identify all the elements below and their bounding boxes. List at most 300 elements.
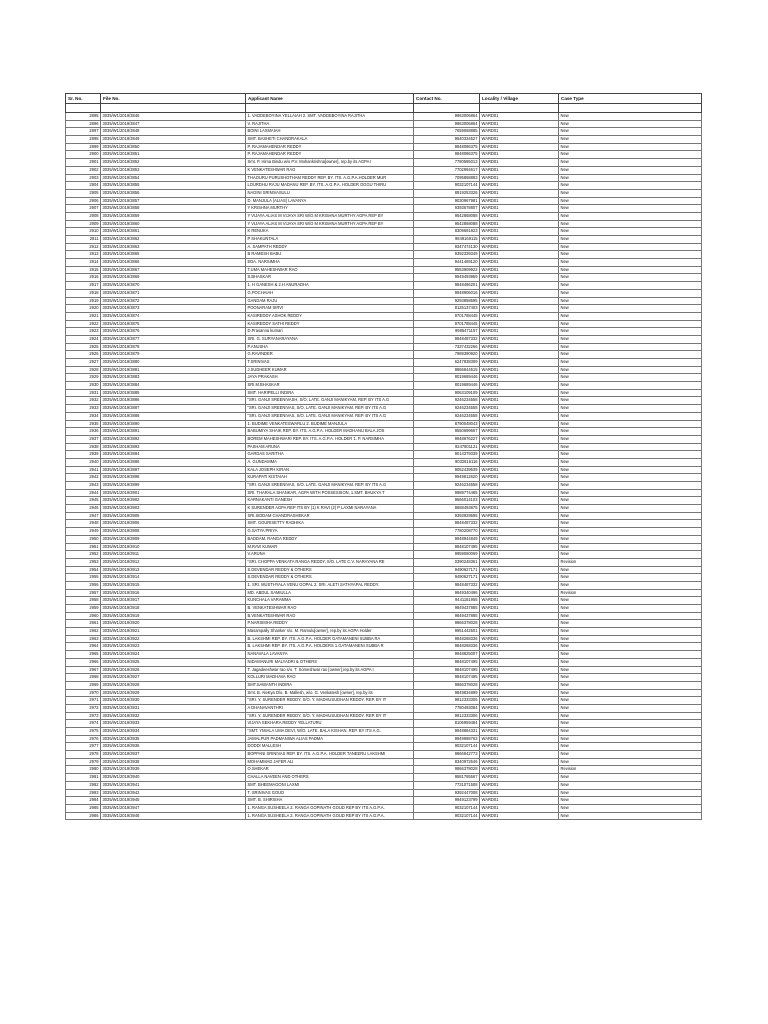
cell-applicant-name: 1. RANGA SUSHEELA 2. RANGA GOPINATH GOUD REP BY ITS A.G.P.A.: [246, 804, 414, 812]
cell-sr-no: 2912: [66, 243, 101, 251]
cell-contact-no: 9550699667: [414, 428, 480, 436]
cell-case-type: New: [559, 789, 702, 797]
cell-file-no: 3035/W1/2019/3858: [101, 205, 246, 213]
table-row: [66, 236, 702, 244]
cell-applicant-name: V. RAJITHA: [246, 120, 414, 128]
cell-sr-no: 2951: [66, 543, 101, 551]
cell-sr-no: 2977: [66, 743, 101, 751]
cell-file-no: 3035/W1/2019/3918: [101, 605, 246, 613]
cell-applicant-name: Y VIJAYA ALIAS M VIJAYA SRI W/O M KRISHNA MURTHY AGPA REP BY: [246, 220, 414, 228]
cell-file-no: 3035/W1/2019/3871: [101, 289, 246, 297]
cell-applicant-name: "SRI. Y. SURENDER REDDY, S/O. Y. MADHUSUDHAN REDDY. REP. BY IT: [246, 697, 414, 705]
cell-case-type: New: [559, 635, 702, 643]
cell-file-no: 3035/W1/2019/3912: [101, 558, 246, 566]
cell-locality: WARD01: [480, 205, 559, 213]
table-row: [66, 543, 702, 551]
cell-case-type: New: [559, 428, 702, 436]
cell-case-type: New: [559, 712, 702, 720]
cell-sr-no: 2906: [66, 197, 101, 205]
cell-case-type: New: [559, 797, 702, 805]
cell-locality: WARD01: [480, 236, 559, 244]
cell-locality: WARD01: [480, 159, 559, 167]
cell-contact-no: 8919253326: [414, 189, 480, 197]
cell-sr-no: 2928: [66, 366, 101, 374]
cell-sr-no: 2958: [66, 597, 101, 605]
table-row: [66, 812, 702, 820]
table-row: [66, 120, 702, 128]
cell-sr-no: 2940: [66, 458, 101, 466]
cell-contact-no: 9032107144: [414, 812, 480, 820]
cell-locality: WARD01: [480, 574, 559, 582]
cell-sr-no: 2939: [66, 451, 101, 459]
cell-contact-no: 7780208770: [414, 528, 480, 536]
cell-locality: WARD01: [480, 681, 559, 689]
cell-case-type: New: [559, 566, 702, 574]
cell-applicant-name: MOHAMMAD JAFER ALI: [246, 758, 414, 766]
cell-case-type: New: [559, 251, 702, 259]
cell-locality: WARD01: [480, 220, 559, 228]
cell-case-type: New: [559, 497, 702, 505]
cell-applicant-name: SMT. GOURISETTY RADHIKA: [246, 520, 414, 528]
cell-case-type: New: [559, 382, 702, 390]
cell-locality: WARD01: [480, 189, 559, 197]
cell-file-no: 3035/W1/2019/3939: [101, 766, 246, 774]
table-row: [66, 305, 702, 313]
cell-locality: WARD01: [480, 343, 559, 351]
cell-locality: WARD01: [480, 113, 559, 121]
cell-contact-no: 8309691823: [414, 228, 480, 236]
cell-sr-no: 2914: [66, 259, 101, 267]
cell-file-no: 3035/W1/2019/3867: [101, 266, 246, 274]
cell-locality: WARD01: [480, 720, 559, 728]
cell-case-type: New: [559, 728, 702, 736]
cell-case-type: New: [559, 297, 702, 305]
cell-case-type: Revision: [559, 766, 702, 774]
cell-contact-no: 9490627171: [414, 574, 480, 582]
cell-case-type: New: [559, 466, 702, 474]
cell-applicant-name: BABUMIYA SHAIK REP. BY. ITS. A.G.P.A. HOLDER MADHANU BALA JOS: [246, 428, 414, 436]
cell-locality: WARD01: [480, 197, 559, 205]
cell-applicant-name: B. LAKSHMI REP. BY. ITS. A.G.P.A. HOLDERS 1.GATAMANENI SUBBA R: [246, 643, 414, 651]
cell-applicant-name: "SRI. CHOPPA VENKATA RANGA REDDY, S/O. LATE C.V. NARAYANA RE: [246, 558, 414, 566]
cell-locality: WARD01: [480, 243, 559, 251]
cell-file-no: 3035/W1/2019/3851: [101, 151, 246, 159]
cell-sr-no: 2898: [66, 136, 101, 144]
cell-case-type: New: [559, 359, 702, 367]
cell-sr-no: 2919: [66, 297, 101, 305]
cell-case-type: New: [559, 159, 702, 167]
cell-file-no: 3035/W1/2019/3926: [101, 666, 246, 674]
table-row: [66, 804, 702, 812]
cell-contact-no: 9392447008: [414, 789, 480, 797]
cell-applicant-name: "SRI. GANJI SREENIVAS, S/O. LATE. GANJI MANIKYAM. REP. BY ITS A.G: [246, 412, 414, 420]
cell-file-no: 3035/W1/2019/3934: [101, 728, 246, 736]
cell-contact-no: 9393678807: [414, 205, 480, 213]
cell-sr-no: 2984: [66, 797, 101, 805]
cell-contact-no: 9246234558: [414, 397, 480, 405]
cell-contact-no: 9866842773: [414, 751, 480, 759]
cell-file-no: 3035/W1/2019/3909: [101, 535, 246, 543]
cell-applicant-name: THAOURU PURUSHOTHAM REDDY REP. BY. ITS. A.G.P.A.HOLDER MUR: [246, 174, 414, 182]
cell-contact-no: 7780493084: [414, 704, 480, 712]
table-row: [66, 720, 702, 728]
cell-case-type: New: [559, 182, 702, 190]
cell-applicant-name: EDA. NARSIMHA: [246, 259, 414, 267]
cell-applicant-name: Smt. P. Hima Bindu w/o P.V. Mohankrishna[owner], rep.by its AGPA I: [246, 159, 414, 167]
cell-contact-no: 7989390920: [414, 351, 480, 359]
cell-file-no: 3035/W1/2019/3893: [101, 443, 246, 451]
cell-locality: WARD01: [480, 743, 559, 751]
cell-applicant-name: "SRI. GANJI SREENIVAS, S/O. LATE. GANJI MANIKYAM. REP. BY ITS A.G: [246, 482, 414, 490]
cell-locality: WARD01: [480, 605, 559, 613]
cell-locality: WARD01: [480, 274, 559, 282]
cell-sr-no: 2985: [66, 804, 101, 812]
cell-file-no: 3035/W1/2019/3862: [101, 236, 246, 244]
cell-case-type: New: [559, 374, 702, 382]
cell-applicant-name: D.Prasanna kumari: [246, 328, 414, 336]
cell-sr-no: 2938: [66, 443, 101, 451]
cell-sr-no: 2908: [66, 212, 101, 220]
cell-locality: WARD01: [480, 335, 559, 343]
cell-case-type: New: [559, 351, 702, 359]
cell-contact-no: 9246234558: [414, 412, 480, 420]
cell-applicant-name: K VENKATESHWAR RAO: [246, 166, 414, 174]
table-row: [66, 574, 702, 582]
cell-contact-no: 8125137403: [414, 305, 480, 313]
cell-locality: WARD01: [480, 620, 559, 628]
table-row: [66, 558, 702, 566]
table-row: [66, 382, 702, 390]
cell-file-no: 3035/W1/2019/3921: [101, 628, 246, 636]
table-row: [66, 674, 702, 682]
table-row: [66, 704, 702, 712]
table-row: [66, 136, 702, 144]
cell-file-no: 3035/W1/2019/3897: [101, 466, 246, 474]
cell-contact-no: 9848487332: [414, 520, 480, 528]
table-row: [66, 712, 702, 720]
cell-sr-no: 2937: [66, 435, 101, 443]
cell-applicant-name: D. MANJULA (ALIAS) LAVANYA: [246, 197, 414, 205]
cell-locality: WARD01: [480, 551, 559, 559]
cell-applicant-name: "SRI. GANJI SREENIVAS, S/O. LATE. GANJI MANIKYAM. REP. BY ITS A.G: [246, 405, 414, 413]
cell-locality: WARD01: [480, 297, 559, 305]
cell-contact-no: 9014379339: [414, 451, 480, 459]
cell-contact-no: 9393929595: [414, 512, 480, 520]
table-row: [66, 566, 702, 574]
cell-sr-no: 2960: [66, 612, 101, 620]
table-row: [66, 474, 702, 482]
table-row: [66, 681, 702, 689]
table-row: [66, 458, 702, 466]
cell-sr-no: 2911: [66, 236, 101, 244]
table-row: [66, 335, 702, 343]
table-row: [66, 666, 702, 674]
cell-file-no: 3035/W1/2019/3924: [101, 651, 246, 659]
cell-sr-no: 2971: [66, 697, 101, 705]
cell-sr-no: 2967: [66, 666, 101, 674]
cell-applicant-name: BOREM MAHESHWARI REP. BY. ITS. A.G.P.A. HOLDER 1. P. NARSIMHA: [246, 435, 414, 443]
cell-case-type: New: [559, 320, 702, 328]
cell-applicant-name: NAGINI SRINIVASULU: [246, 189, 414, 197]
cell-locality: WARD01: [480, 428, 559, 436]
cell-case-type: New: [559, 697, 702, 705]
cell-applicant-name: SMT. HARIPELLI INDIRA: [246, 389, 414, 397]
cell-sr-no: 2946: [66, 505, 101, 513]
cell-case-type: New: [559, 597, 702, 605]
table-row: [66, 266, 702, 274]
cell-sr-no: 2944: [66, 489, 101, 497]
cell-case-type: New: [559, 574, 702, 582]
cell-applicant-name: LOURDHU RAJU MADANU REP. BY. ITS. A.G.P.A. HOLDER OGGU THIRU: [246, 182, 414, 190]
table-row: [66, 189, 702, 197]
cell-file-no: 3035/W1/2019/3931: [101, 704, 246, 712]
cell-file-no: 3035/W1/2019/3888: [101, 412, 246, 420]
cell-contact-no: 8790048043: [414, 420, 480, 428]
table-row: [66, 589, 702, 597]
cell-applicant-name: POONARAM SIRVI: [246, 305, 414, 313]
table-row: [66, 628, 702, 636]
cell-file-no: 3035/W1/2019/3885: [101, 389, 246, 397]
table-header: [66, 94, 702, 104]
cell-file-no: 3035/W1/2019/3887: [101, 405, 246, 413]
cell-sr-no: 2936: [66, 428, 101, 436]
cell-contact-no: 9848268336: [414, 643, 480, 651]
cell-sr-no: 2924: [66, 335, 101, 343]
cell-file-no: 3035/W1/2019/3911: [101, 551, 246, 559]
cell-contact-no: 9030967981: [414, 197, 480, 205]
cell-case-type: New: [559, 412, 702, 420]
table-row: [66, 159, 702, 167]
cell-case-type: New: [559, 328, 702, 336]
cell-sr-no: 2897: [66, 128, 101, 136]
cell-locality: WARD01: [480, 689, 559, 697]
cell-contact-no: 9293858595: [414, 297, 480, 305]
cell-file-no: 3035/W1/2019/3933: [101, 720, 246, 728]
cell-applicant-name: CHALLA NAVEEN AND OTHERS: [246, 774, 414, 782]
cell-sr-no: 2965: [66, 651, 101, 659]
cell-contact-no: 9392339349: [414, 251, 480, 259]
cell-contact-no: 0390248361: [414, 558, 480, 566]
cell-locality: WARD01: [480, 543, 559, 551]
cell-locality: WARD01: [480, 451, 559, 459]
table-row: [66, 212, 702, 220]
cell-locality: WARD01: [480, 735, 559, 743]
cell-locality: WARD01: [480, 289, 559, 297]
cell-case-type: New: [559, 282, 702, 290]
cell-contact-no: 8019689446: [414, 374, 480, 382]
cell-sr-no: 2932: [66, 397, 101, 405]
table-row: [66, 182, 702, 190]
cell-locality: WARD01: [480, 658, 559, 666]
cell-case-type: New: [559, 512, 702, 520]
cell-file-no: 3035/W1/2019/3880: [101, 359, 246, 367]
cell-applicant-name: P. RAJAMAHENDAR REDDY: [246, 143, 414, 151]
cell-case-type: New: [559, 689, 702, 697]
cell-case-type: New: [559, 666, 702, 674]
table-row: [66, 697, 702, 705]
cell-contact-no: 9640334527: [414, 136, 480, 144]
cell-file-no: 3035/W1/2019/3937: [101, 751, 246, 759]
cell-locality: WARD01: [480, 174, 559, 182]
cell-file-no: 3035/W1/2019/3930: [101, 697, 246, 705]
cell-locality: WARD01: [480, 797, 559, 805]
table-row: [66, 282, 702, 290]
cell-locality: WARD01: [480, 520, 559, 528]
cell-case-type: New: [559, 474, 702, 482]
cell-locality: WARD01: [480, 489, 559, 497]
cell-sr-no: 2969: [66, 681, 101, 689]
cell-contact-no: 9032107144: [414, 743, 480, 751]
cell-locality: WARD01: [480, 282, 559, 290]
cell-sr-no: 2900: [66, 151, 101, 159]
cell-case-type: New: [559, 505, 702, 513]
cell-contact-no: 9247801121: [414, 443, 480, 451]
table-row: [66, 489, 702, 497]
cell-file-no: 3035/W1/2019/3898: [101, 474, 246, 482]
cell-file-no: 3035/W1/2019/3940: [101, 774, 246, 782]
cell-sr-no: 2948: [66, 520, 101, 528]
cell-file-no: 3035/W1/2019/3945: [101, 797, 246, 805]
cell-file-no: 3035/W1/2019/3927: [101, 674, 246, 682]
cell-file-no: 3035/W1/2019/3902: [101, 497, 246, 505]
cell-case-type: New: [559, 551, 702, 559]
cell-sr-no: 2933: [66, 405, 101, 413]
table-row: [66, 366, 702, 374]
cell-applicant-name: JAMALPUR PADMANIWA ALIAS PADMA: [246, 735, 414, 743]
cell-sr-no: 2962: [66, 628, 101, 636]
cell-file-no: 3035/W1/2019/3923: [101, 643, 246, 651]
table-row: [66, 497, 702, 505]
header-sr-no: Sr. No.: [66, 94, 101, 104]
cell-contact-no: 9246234558: [414, 405, 480, 413]
cell-locality: WARD01: [480, 151, 559, 159]
cell-contact-no: 9949340496: [414, 589, 480, 597]
cell-applicant-name: P SHAKUNTALA: [246, 236, 414, 244]
cell-sr-no: 2917: [66, 282, 101, 290]
cell-applicant-name: "SMT. YMIALA UMA DEVI, W/O. LATE. BALA KISHAN. REP. BY ITS A.G.: [246, 728, 414, 736]
table-row: [66, 520, 702, 528]
table-row: [66, 151, 702, 159]
table-row: [66, 620, 702, 628]
cell-file-no: 3035/W1/2019/3856: [101, 189, 246, 197]
cell-contact-no: 9849437885: [414, 605, 480, 613]
cell-case-type: New: [559, 274, 702, 282]
cell-applicant-name: NIDAMANURI MALYADRI & OTHERS: [246, 658, 414, 666]
cell-locality: WARD01: [480, 228, 559, 236]
cell-contact-no: 9666014103: [414, 497, 480, 505]
cell-case-type: New: [559, 189, 702, 197]
cell-sr-no: 2980: [66, 766, 101, 774]
table-row: [66, 143, 702, 151]
cell-file-no: 3035/W1/2019/3941: [101, 781, 246, 789]
cell-applicant-name: B. VENKATESHWAR RAO: [246, 605, 414, 613]
table-row: [66, 658, 702, 666]
cell-locality: WARD01: [480, 766, 559, 774]
cell-applicant-name: J.SUDHEER KUMAR: [246, 366, 414, 374]
cell-applicant-name: 1. VADDEBOYINA YELLAIAH 2. SMT. VADDEBOYINA RAJITHA: [246, 113, 414, 121]
cell-file-no: 3035/W1/2019/3890: [101, 420, 246, 428]
cell-sr-no: 2923: [66, 328, 101, 336]
cell-locality: WARD01: [480, 651, 559, 659]
cell-sr-no: 2975: [66, 728, 101, 736]
cell-sr-no: 2927: [66, 359, 101, 367]
cell-case-type: New: [559, 704, 702, 712]
table-row: [66, 297, 702, 305]
applications-table: [65, 93, 702, 820]
cell-sr-no: 2952: [66, 551, 101, 559]
cell-sr-no: 2966: [66, 658, 101, 666]
cell-contact-no: 9032107144: [414, 182, 480, 190]
cell-applicant-name: P. RAJAMAHENDAR REDDY: [246, 151, 414, 159]
cell-contact-no: 9063109109: [414, 389, 480, 397]
cell-locality: WARD01: [480, 312, 559, 320]
cell-case-type: New: [559, 605, 702, 613]
cell-contact-no: 9951442501: [414, 628, 480, 636]
cell-contact-no: 9849169115: [414, 236, 480, 244]
table-row: [66, 751, 702, 759]
cell-file-no: 3035/W1/2019/3892: [101, 435, 246, 443]
cell-applicant-name: MD. ABDUL SAMIULLA: [246, 589, 414, 597]
cell-applicant-name: Smt. B. AleKya D/o. B. Mallesh, w/o. G. Venkatesh [owner], rep.by its: [246, 689, 414, 697]
cell-sr-no: 2955: [66, 574, 101, 582]
cell-locality: WARD01: [480, 405, 559, 413]
cell-contact-no: 9441469120: [414, 259, 480, 267]
table-row: [66, 443, 702, 451]
cell-contact-no: 9032107144: [414, 804, 480, 812]
cell-file-no: 3035/W1/2019/3947: [101, 804, 246, 812]
cell-locality: WARD01: [480, 212, 559, 220]
cell-locality: WARD01: [480, 512, 559, 520]
cell-file-no: 3035/W1/2019/3873: [101, 305, 246, 313]
cell-contact-no: 9848487332: [414, 581, 480, 589]
cell-case-type: New: [559, 305, 702, 313]
header-case-type: Case Type: [559, 94, 702, 104]
cell-case-type: New: [559, 120, 702, 128]
cell-case-type: New: [559, 420, 702, 428]
cell-applicant-name: 1. BUDIME VENKATESWARLU 2. BUDIME MANJULA: [246, 420, 414, 428]
table-row: [66, 605, 702, 613]
cell-sr-no: 2983: [66, 789, 101, 797]
cell-locality: WARD01: [480, 251, 559, 259]
table-row: [66, 597, 702, 605]
cell-locality: WARD01: [480, 420, 559, 428]
cell-applicant-name: G.RAVINDER: [246, 351, 414, 359]
table-row: [66, 528, 702, 536]
cell-file-no: 3035/W1/2019/3848: [101, 128, 246, 136]
table-row: [66, 635, 702, 643]
table-row: [66, 728, 702, 736]
cell-case-type: New: [559, 804, 702, 812]
cell-sr-no: 2909: [66, 220, 101, 228]
table-row: [66, 374, 702, 382]
cell-locality: WARD01: [480, 166, 559, 174]
cell-file-no: 3035/W1/2019/3870: [101, 282, 246, 290]
cell-contact-no: 9848268336: [414, 635, 480, 643]
table-row: [66, 689, 702, 697]
cell-applicant-name: S.BHASKAR: [246, 274, 414, 282]
cell-applicant-name: SMT. BASHETI CHANDRAKALA: [246, 136, 414, 144]
cell-locality: WARD01: [480, 704, 559, 712]
cell-applicant-name: K RENUKA: [246, 228, 414, 236]
cell-sr-no: 2907: [66, 205, 101, 213]
cell-file-no: 3035/W1/2019/3878: [101, 343, 246, 351]
cell-locality: WARD01: [480, 728, 559, 736]
table-row: [66, 420, 702, 428]
cell-sr-no: 2901: [66, 159, 101, 167]
table-row: [66, 220, 702, 228]
cell-case-type: New: [559, 220, 702, 228]
cell-contact-no: 9948884331: [414, 728, 480, 736]
